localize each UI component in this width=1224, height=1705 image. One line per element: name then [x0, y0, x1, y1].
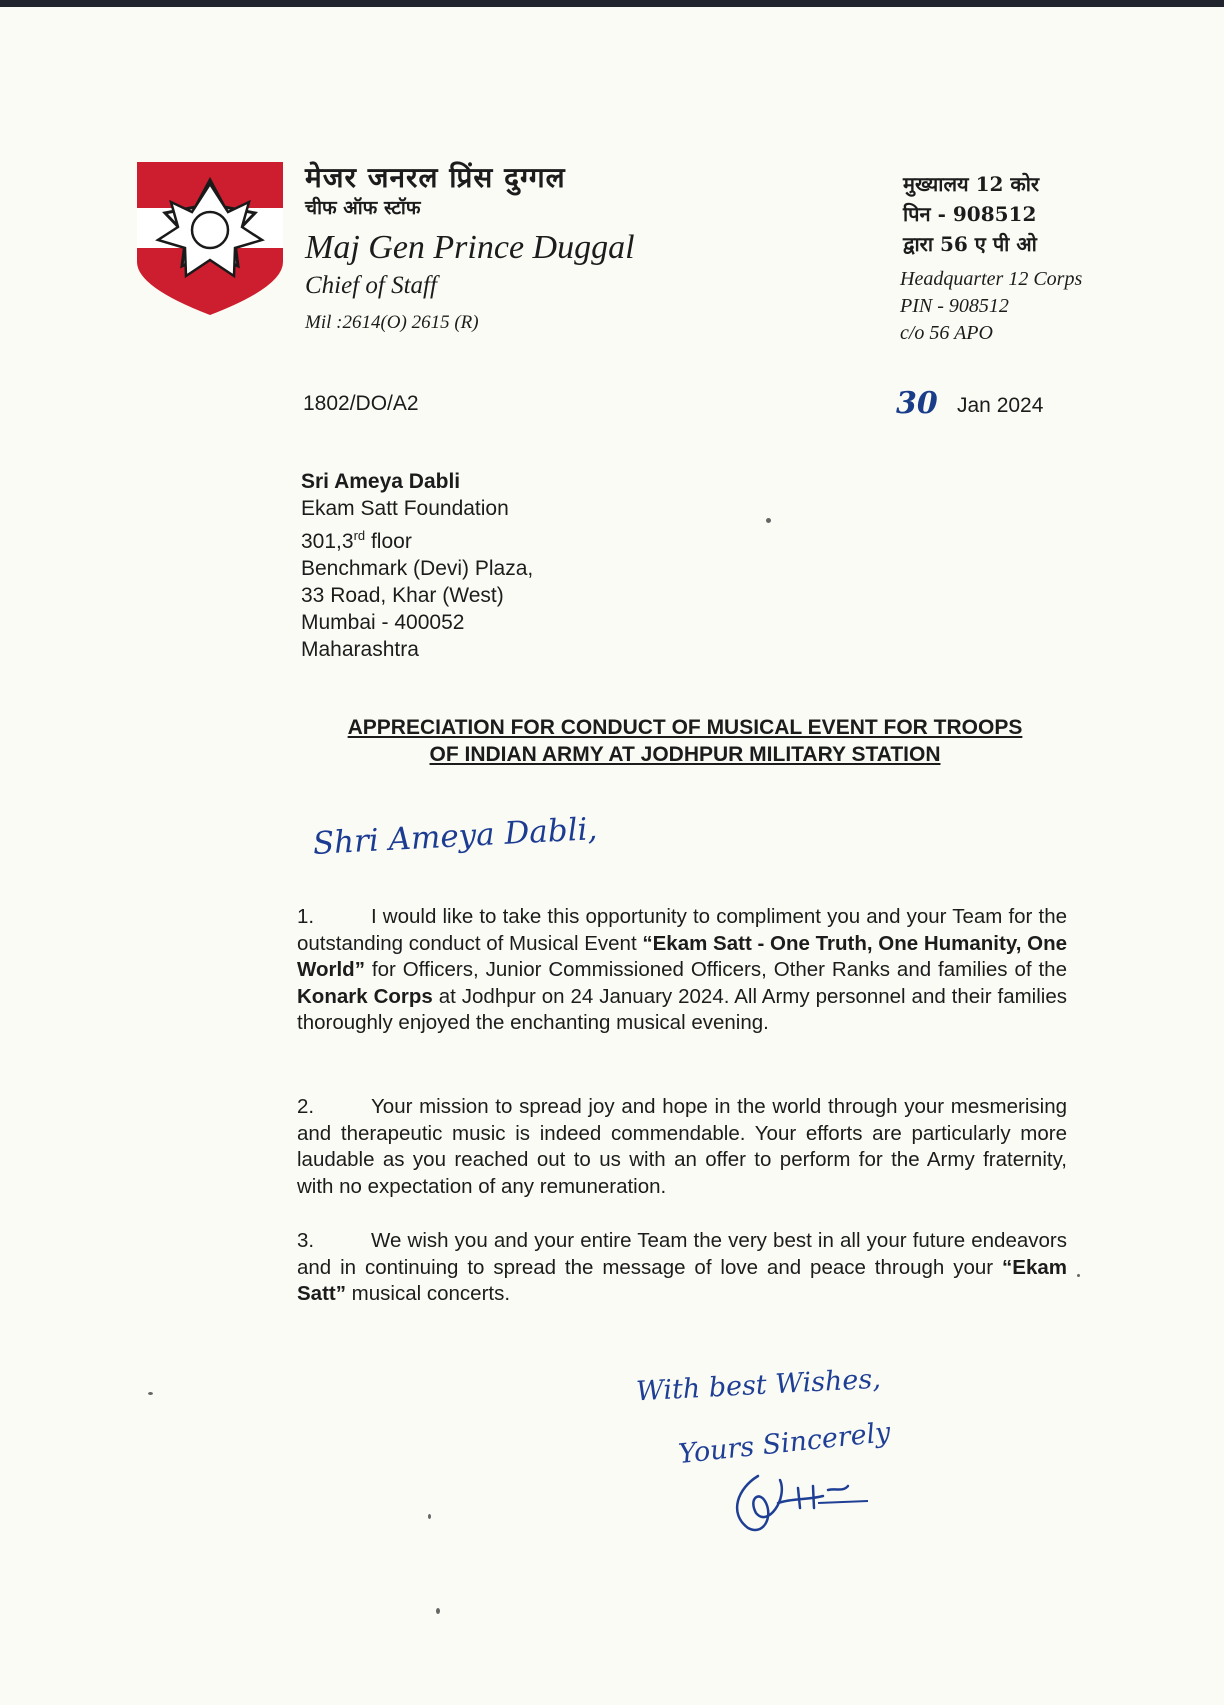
date-month-year: Jan 2024	[957, 394, 1044, 417]
corps-emblem-icon	[137, 162, 283, 315]
address-line	[301, 522, 533, 555]
hq-english-line3: c/o 56 APO	[900, 322, 993, 344]
paragraph-bold: “Ekam Satt - One Truth, One Humanity, One World”	[297, 931, 1067, 981]
subject-heading	[305, 714, 1065, 768]
address-line-part: floor	[365, 530, 412, 553]
paragraph-number: 3.	[297, 1229, 315, 1252]
scan-speck	[1077, 1274, 1080, 1277]
hq-hindi-line3: द्वारा 56 ए पी ओ	[903, 232, 1037, 256]
hindi-name: मेजर जनरल प्रिंस दुग्गल	[305, 161, 566, 194]
handwritten-closing-wishes: With best Wishes,	[635, 1363, 882, 1408]
officer-designation: Chief of Staff	[305, 272, 437, 299]
handwritten-salutation: Shri Ameya Dabli,	[312, 811, 599, 862]
paragraph-bold: Konark Corps	[297, 984, 433, 1008]
subject-line-1: APPRECIATION FOR CONDUCT OF MUSICAL EVENT FOR TROOPS	[347, 716, 1023, 739]
address-line: Ekam Satt Foundation	[301, 497, 509, 520]
officer-name: Maj Gen Prince Duggal	[305, 229, 635, 266]
scan-speck	[148, 1392, 153, 1395]
date-day-handwritten: 30	[896, 386, 938, 421]
hq-hindi-line1: मुख्यालय 12 कोर	[903, 172, 1040, 196]
scan-speck	[428, 1514, 431, 1519]
hq-hindi-line2: पिन - 908512	[903, 202, 1037, 226]
scan-speck	[766, 518, 771, 523]
paragraph-1	[297, 904, 1067, 1037]
paragraph-2	[297, 1094, 1067, 1200]
address-superscript: rd	[353, 528, 366, 543]
handwritten-closing-sincerely: Yours Sincerely	[676, 1416, 892, 1471]
paragraph-text: for Officers, Junior Commissioned Officers, Other Ranks and families of the	[364, 958, 1067, 981]
paragraph-bold: “Ekam Satt”	[297, 1255, 1067, 1305]
address-line: 33 Road, Khar (West)	[301, 584, 504, 607]
scan-speck	[436, 1608, 440, 1614]
signature-icon	[718, 1458, 918, 1538]
address-line: Benchmark (Devi) Plaza,	[301, 557, 534, 580]
paragraph-text: Your mission to spread joy and hope in the world through your mesmerising and therapeutic music is indeed commendable. Your efforts are particularly more laudable as you reached out to us with an offer to perform for the Army fraternity, with no expectation of any remuneration.	[297, 1095, 1067, 1198]
recipient-address	[301, 468, 533, 663]
paragraph-text: I would like to take this opportunity to compliment you and your Team for the outstanding conduct of Musical Event	[297, 905, 1067, 955]
subject-line-2: OF INDIAN ARMY AT JODHPUR MILITARY STATION	[429, 743, 941, 766]
paragraph-text: at Jodhpur on 24 January 2024. All Army personnel and their families thoroughly enjoyed the enchanting musical evening.	[297, 984, 1067, 1034]
paragraph-text: musical concerts.	[345, 1282, 511, 1305]
paragraph-number: 2.	[297, 1095, 315, 1118]
recipient-name: Sri Ameya Dabli	[301, 470, 461, 493]
hindi-designation: चीफ ऑफ स्टॉफ	[305, 197, 421, 219]
mil-phone: Mil :2614(O) 2615 (R)	[305, 312, 479, 333]
scan-top-edge	[0, 0, 1224, 7]
hq-english-line2: PIN - 908512	[900, 295, 1009, 317]
paragraph-3	[297, 1228, 1067, 1308]
address-line: Maharashtra	[301, 638, 419, 661]
address-line-part: 301,3	[301, 530, 354, 553]
hq-english-line1: Headquarter 12 Corps	[900, 268, 1083, 290]
paragraph-number: 1.	[297, 905, 315, 928]
reference-number: 1802/DO/A2	[303, 392, 419, 415]
address-line: Mumbai - 400052	[301, 611, 465, 634]
paragraph-text: We wish you and your entire Team the very best in all your future endeavors and in continuing to spread the message of love and peace through your	[297, 1229, 1067, 1279]
